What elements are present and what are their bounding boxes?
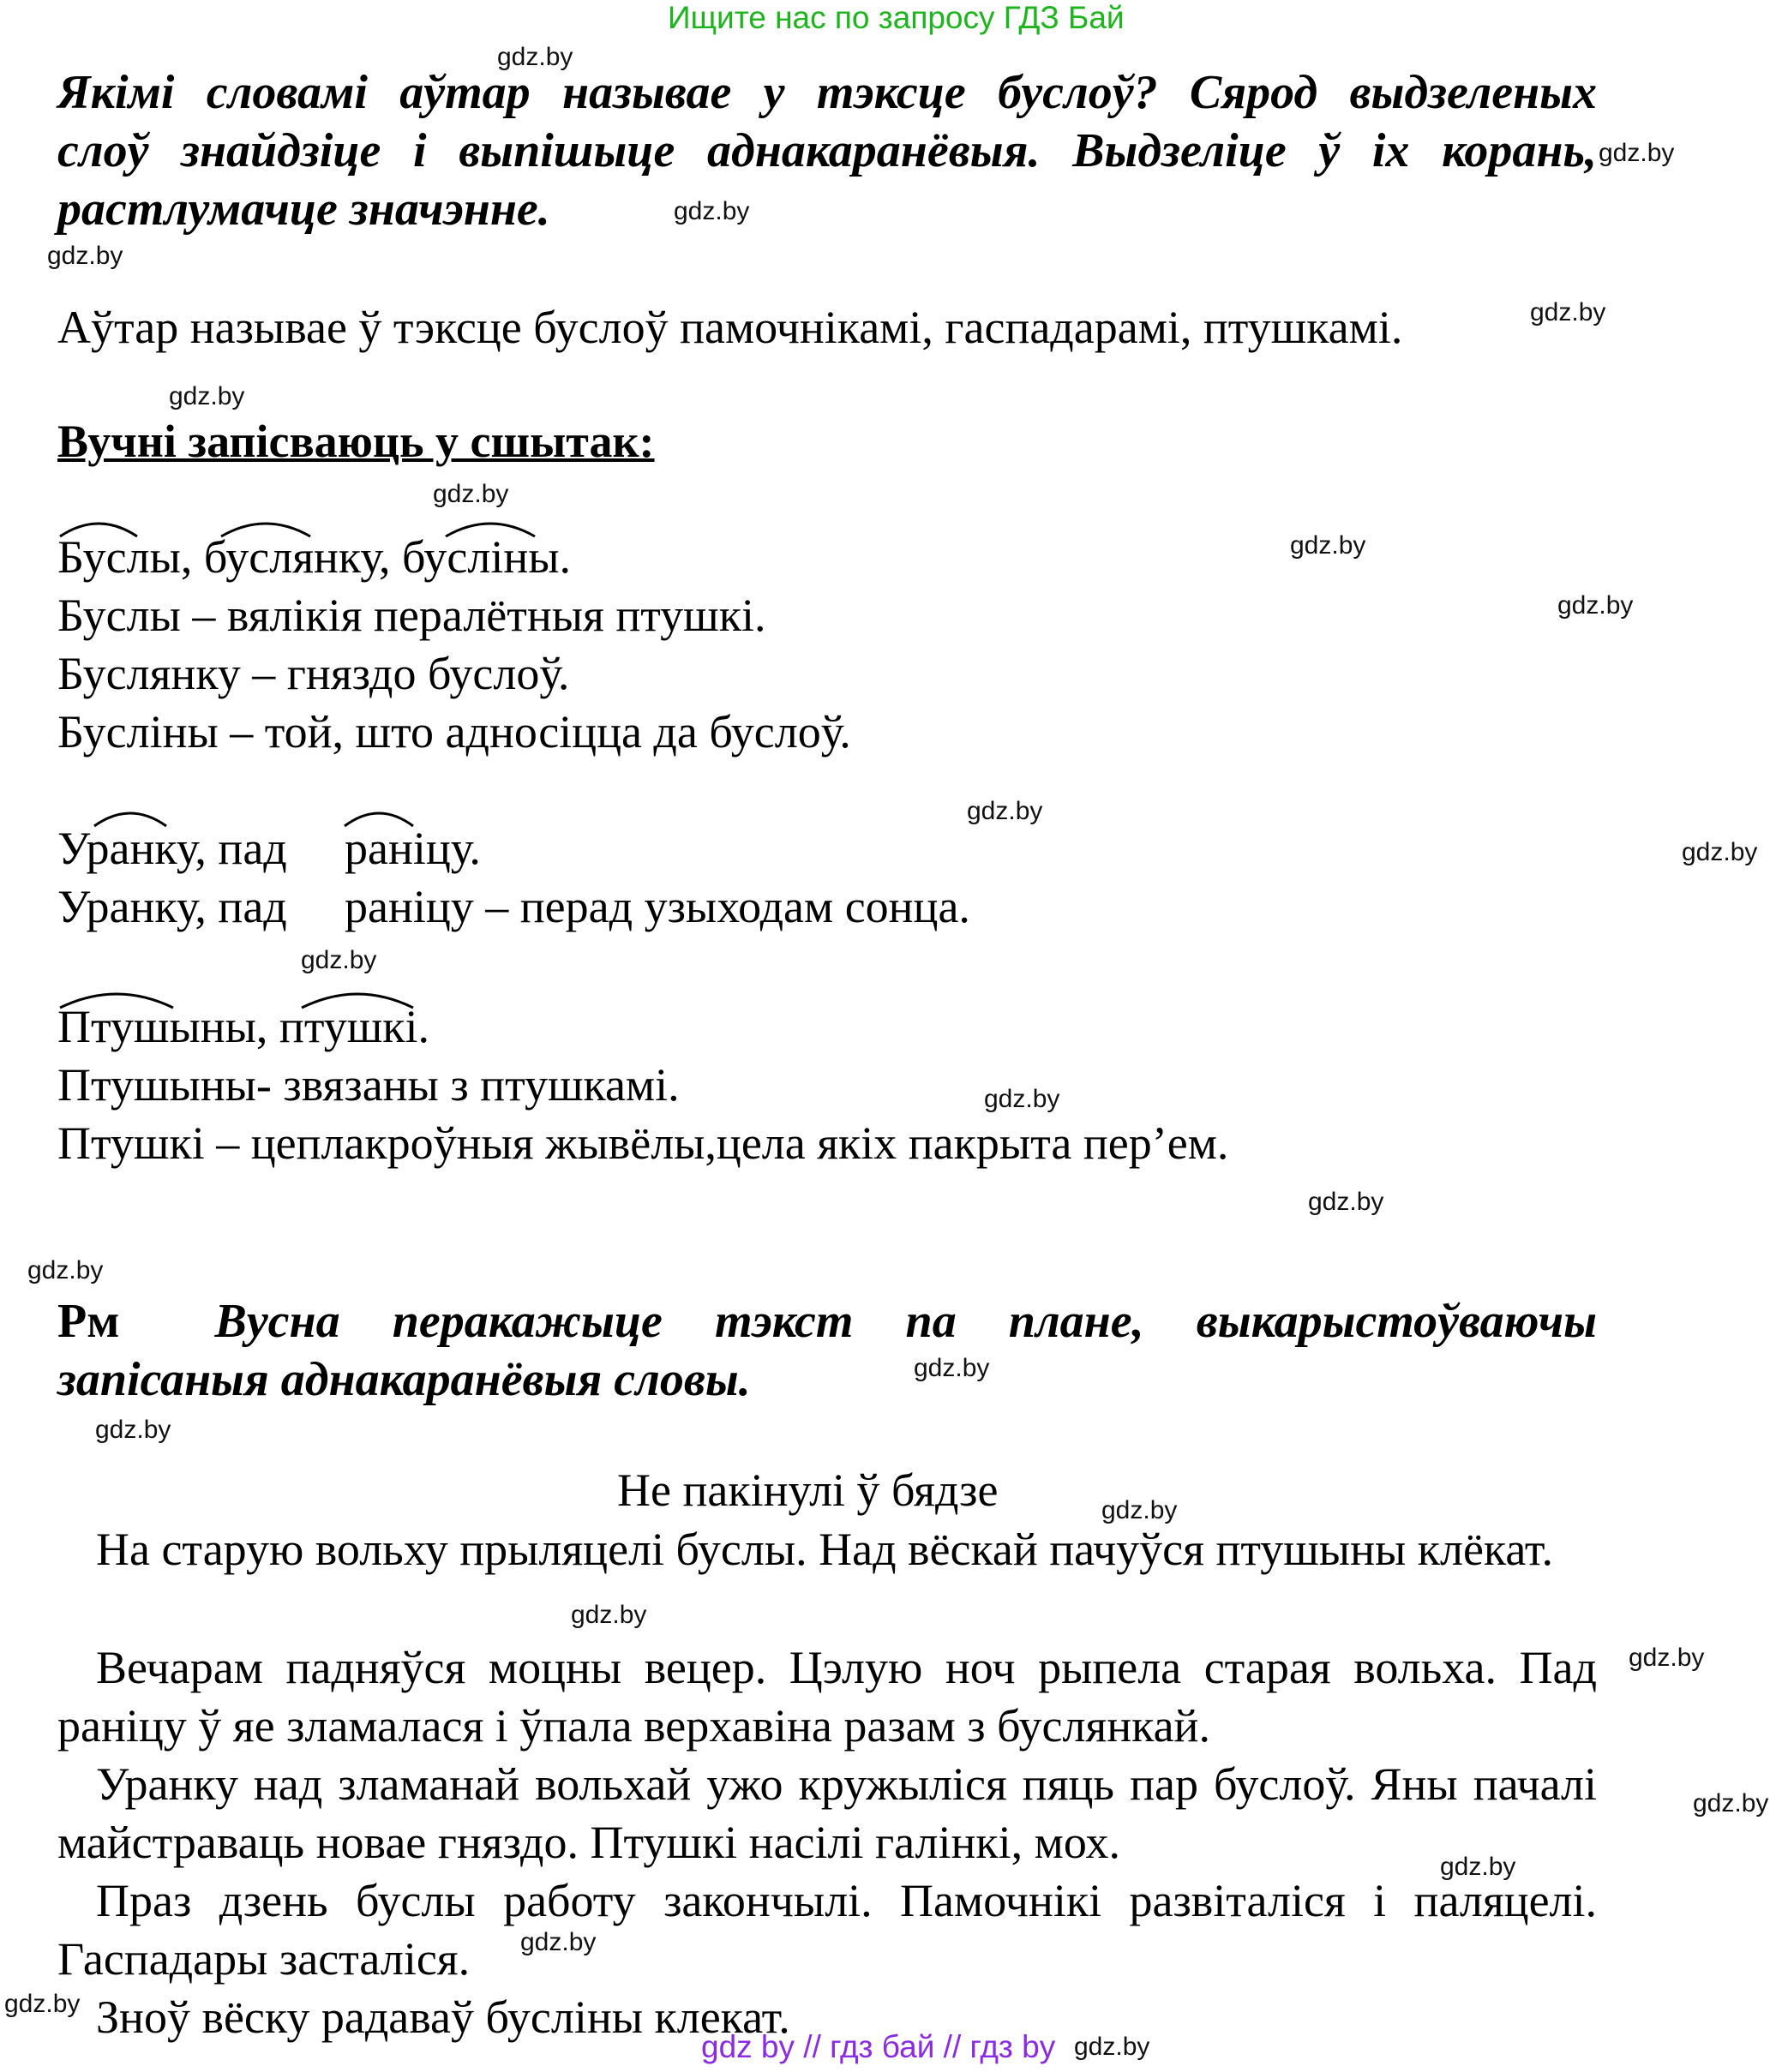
watermark: gdz.by — [497, 43, 573, 71]
story-title: Не пакінулі ў бядзе — [617, 1464, 999, 1516]
watermark: gdz.by — [4, 1990, 81, 2018]
group1-def3: Бусліны – той, што адносіцца да буслоў. — [57, 706, 851, 758]
group1-words: Буслы, буслянку, бусліны. — [57, 531, 572, 583]
watermark: gdz.by — [1530, 298, 1606, 326]
watermark: gdz.by — [1693, 1789, 1769, 1817]
task1-line1: Якімі словамі аўтар называе у тэксце буслоў? Сярод выдзеленых — [57, 66, 1597, 119]
group2-def-b: раніцу – перад узыходам сонца. — [345, 881, 970, 932]
watermark: gdz.by — [47, 242, 123, 270]
story-paragraph-1: На старую вольху прыляцелі буслы. Над вёскай пачуўся птушыны клёкат. — [96, 1524, 1553, 1575]
watermark: gdz.by — [1308, 1188, 1384, 1216]
task2-text: Вусна перакажыце тэкст па плане, выкарыстоўваючы — [214, 1295, 1598, 1348]
task2-line1 — [57, 1292, 1597, 1350]
answer-text: Аўтар называе ў тэксце буслоў памочнікамі, гаспадарамі, птушкамі. — [57, 302, 1403, 353]
watermark: gdz.by — [520, 1928, 597, 1956]
watermark: gdz.by — [169, 382, 245, 410]
watermark: gdz.by — [1074, 2033, 1150, 2061]
watermark: gdz.by — [674, 197, 750, 225]
watermark: gdz.by — [1101, 1496, 1178, 1524]
group2-def-a: Уранку, пад — [57, 881, 287, 932]
group2-word-a: Уранку, пад — [57, 823, 287, 874]
group3-def2: Птушкі – цеплакроўныя жывёлы,цела якіх пакрыта пер’ем. — [57, 1117, 1229, 1169]
story-paragraph-2: Вечарам падняўся моцны вецер. Цэлую ноч рыпела старая вольха. Пад раніцу ў яе зламалася і ўпала верхавіна разам з буслянкай. — [57, 1642, 1597, 1752]
watermark: gdz.by — [984, 1085, 1060, 1113]
watermark: gdz.by — [1440, 1853, 1516, 1881]
watermark: gdz.by — [1290, 531, 1366, 560]
group1-def1: Буслы – вялікія пералётныя птушкі. — [57, 590, 766, 641]
watermark: gdz.by — [301, 946, 377, 974]
group1-def2: Буслянку – гняздо буслоў. — [57, 648, 570, 699]
watermark: gdz.by — [433, 480, 509, 508]
task2-label: Рм — [57, 1295, 120, 1348]
footer-links[interactable]: gdz by // гдз бай // гдз by — [701, 2029, 1056, 2064]
group3-def1: Птушыны- звязаны з птушкамі. — [57, 1059, 680, 1111]
story-paragraph-4: Праз дзень буслы работу закончылі. Памочнікі развіталіся і паляцелі. Гаспадары засталіся. — [57, 1875, 1597, 1985]
top-banner: Ищите нас по запросу ГДЗ Бай — [668, 0, 1125, 35]
watermark: gdz.by — [1682, 838, 1758, 866]
watermark: gdz.by — [27, 1256, 104, 1285]
watermark: gdz.by — [914, 1354, 990, 1382]
watermark: gdz.by — [1629, 1644, 1705, 1672]
group2-word-b: раніцу. — [345, 823, 481, 874]
watermark: gdz.by — [967, 797, 1043, 825]
task1-line3: растлумачце значэнне. — [57, 183, 550, 236]
group3-words: Птушыны, птушкі. — [57, 1001, 430, 1052]
watermark: gdz.by — [1557, 591, 1634, 620]
story-paragraph-3: Уранку над зламанай вольхай ужо кружыліся пяць пар буслоў. Яны пачалі майстраваць новае гняздо. Птушкі насілі галінкі, мох. — [57, 1758, 1597, 1868]
watermark: gdz.by — [571, 1601, 647, 1629]
watermark: gdz.by — [95, 1416, 171, 1444]
task2-line2: запісаныя аднакаранёвыя словы. — [57, 1353, 751, 1406]
story-paragraph-5: Зноў вёску радаваў бусліны клекат. — [96, 1991, 790, 2043]
root-arc-3 — [444, 516, 537, 538]
watermark: gdz.by — [1599, 139, 1675, 167]
task1-line2: слоў знайдзіце і выпішыце аднакаранёвыя. Выдзеліце ў іх корань, — [57, 124, 1597, 177]
notebook-heading: Вучні запісваюць у сшытак: — [57, 416, 655, 467]
